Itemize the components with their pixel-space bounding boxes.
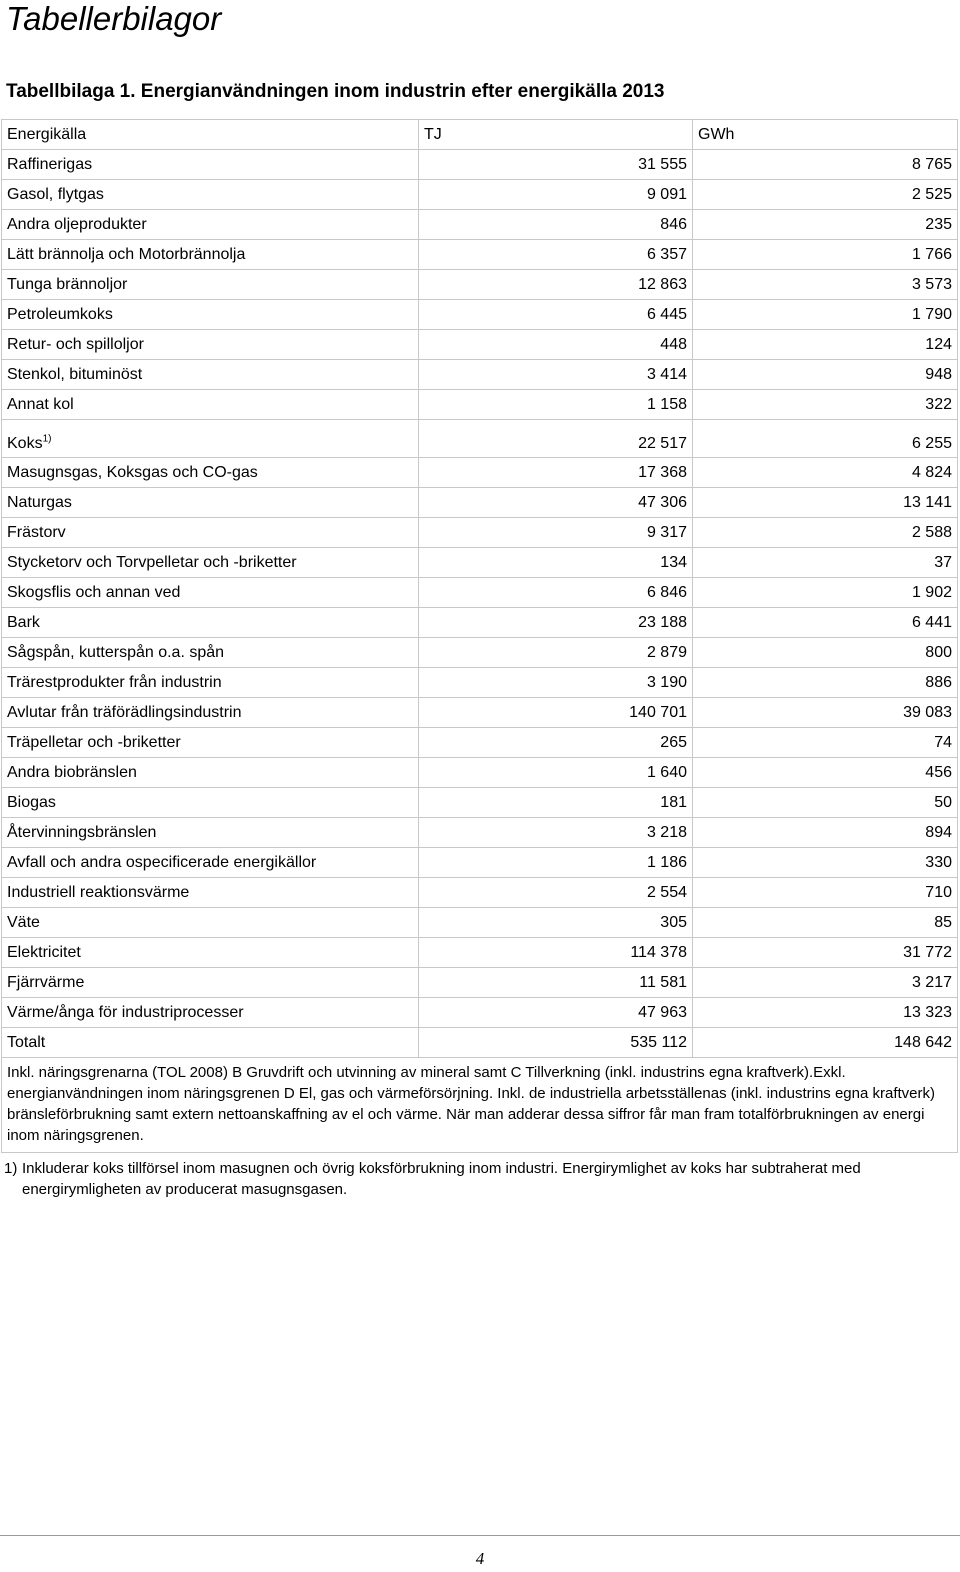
table-row <box>2 788 958 818</box>
cell-energy-source <box>2 938 419 968</box>
cell-gwh: 1 902 <box>693 578 958 608</box>
table-row <box>2 270 958 300</box>
cell-gwh: 6 441 <box>693 608 958 638</box>
cell-energy-source <box>2 488 419 518</box>
table-row <box>2 488 958 518</box>
cell-tj: 23 188 <box>419 608 693 638</box>
cell-energy-source <box>2 330 419 360</box>
energy-source-label: Återvinningsbränslen <box>7 823 157 841</box>
energy-source-label: Bark <box>7 613 40 631</box>
cell-gwh: 3 573 <box>693 270 958 300</box>
cell-energy-source <box>2 458 419 488</box>
cell-energy-source <box>2 848 419 878</box>
cell-energy-source <box>2 968 419 998</box>
cell-gwh: 948 <box>693 360 958 390</box>
energy-source-label: Lätt brännolja och Motorbrännolja <box>7 245 246 263</box>
energy-source-label: Värme/ånga för industriprocesser <box>7 1003 244 1021</box>
table-row <box>2 728 958 758</box>
table-row <box>2 638 958 668</box>
energy-source-label: Väte <box>7 913 40 931</box>
cell-gwh: 148 642 <box>693 1028 958 1058</box>
table-row <box>2 818 958 848</box>
table-header-row <box>2 120 958 150</box>
cell-gwh: 13 141 <box>693 488 958 518</box>
cell-tj: 3 190 <box>419 668 693 698</box>
energy-source-label: Gasol, flytgas <box>7 185 104 203</box>
energy-source-label: Avfall och andra ospecificerade energikällor <box>7 853 317 871</box>
cell-tj: 846 <box>419 210 693 240</box>
cell-tj: 47 306 <box>419 488 693 518</box>
table-row <box>2 998 958 1028</box>
energy-source-label: Andra oljeprodukter <box>7 215 147 233</box>
cell-gwh: 39 083 <box>693 698 958 728</box>
energy-source-label: Tunga brännoljor <box>7 275 128 293</box>
table-row <box>2 420 958 458</box>
cell-energy-source <box>2 638 419 668</box>
table-caption: Tabellbilaga 1. Energianvändningen inom industrin efter energikälla 2013 <box>6 81 665 102</box>
table-row <box>2 1028 958 1058</box>
cell-gwh: 322 <box>693 390 958 420</box>
cell-energy-source <box>2 180 419 210</box>
table-row <box>2 240 958 270</box>
cell-tj: 535 112 <box>419 1028 693 1058</box>
cell-tj: 265 <box>419 728 693 758</box>
cell-energy-source <box>2 390 419 420</box>
cell-energy-source <box>2 240 419 270</box>
cell-energy-source <box>2 788 419 818</box>
cell-gwh: 710 <box>693 878 958 908</box>
cell-gwh: 2 525 <box>693 180 958 210</box>
energy-source-label: Raffinerigas <box>7 155 93 173</box>
energy-source-label: Frästorv <box>7 523 66 541</box>
cell-gwh: 886 <box>693 668 958 698</box>
table-row <box>2 758 958 788</box>
cell-tj: 6 846 <box>419 578 693 608</box>
energy-source-label: Elektricitet <box>7 943 81 961</box>
cell-energy-source <box>2 908 419 938</box>
cell-tj: 47 963 <box>419 998 693 1028</box>
table-row <box>2 330 958 360</box>
energy-source-label: Industriell reaktionsvärme <box>7 883 190 901</box>
page-number: 4 <box>475 1549 485 1568</box>
header-energy-source: Energikälla <box>2 120 419 150</box>
energy-source-label: Trärestprodukter från industrin <box>7 673 222 691</box>
cell-gwh: 800 <box>693 638 958 668</box>
cell-energy-source <box>2 518 419 548</box>
cell-gwh: 3 217 <box>693 968 958 998</box>
cell-energy-source <box>2 270 419 300</box>
table-row <box>2 210 958 240</box>
footnote-text: Inkluderar koks tillförsel inom masugnen och övrig koksförbrukning inom industri. Energirymlighet av koks har subtraherat med energirymligheten av producerat masugnsgasen. <box>22 1160 861 1198</box>
table-row <box>2 848 958 878</box>
energy-source-label: Träpelletar och -briketter <box>7 733 181 751</box>
energy-source-label: Stenkol, bituminöst <box>7 365 143 383</box>
cell-tj: 6 445 <box>419 300 693 330</box>
cell-energy-source <box>2 698 419 728</box>
cell-energy-source <box>2 300 419 330</box>
page-title: Tabellerbilagor <box>6 0 222 37</box>
cell-energy-source <box>2 548 419 578</box>
cell-gwh: 13 323 <box>693 998 958 1028</box>
energy-source-label: Masugnsgas, Koksgas och CO-gas <box>7 463 258 481</box>
cell-tj: 181 <box>419 788 693 818</box>
cell-tj: 31 555 <box>419 150 693 180</box>
cell-gwh: 235 <box>693 210 958 240</box>
table-row <box>2 698 958 728</box>
cell-gwh: 1 790 <box>693 300 958 330</box>
energy-source-label: Naturgas <box>7 493 72 511</box>
cell-gwh: 1 766 <box>693 240 958 270</box>
table-row <box>2 150 958 180</box>
table-row <box>2 518 958 548</box>
cell-tj: 9 091 <box>419 180 693 210</box>
cell-tj: 114 378 <box>419 938 693 968</box>
table-row <box>2 360 958 390</box>
cell-energy-source <box>2 998 419 1028</box>
cell-gwh: 124 <box>693 330 958 360</box>
cell-tj: 140 701 <box>419 698 693 728</box>
cell-gwh: 4 824 <box>693 458 958 488</box>
cell-energy-source <box>2 668 419 698</box>
cell-gwh: 6 255 <box>693 420 958 458</box>
cell-tj: 1 640 <box>419 758 693 788</box>
cell-energy-source <box>2 210 419 240</box>
cell-energy-source <box>2 420 419 458</box>
energy-source-label: Petroleumkoks <box>7 305 113 323</box>
cell-tj: 17 368 <box>419 458 693 488</box>
cell-gwh: 330 <box>693 848 958 878</box>
cell-gwh: 456 <box>693 758 958 788</box>
table-row <box>2 878 958 908</box>
cell-tj: 3 414 <box>419 360 693 390</box>
header-tj: TJ <box>419 120 693 150</box>
energy-source-label: Stycketorv och Torvpelletar och -briketter <box>7 553 297 571</box>
header-gwh: GWh <box>693 120 958 150</box>
energy-source-label: Retur- och spilloljor <box>7 335 144 353</box>
cell-gwh: 894 <box>693 818 958 848</box>
cell-gwh: 85 <box>693 908 958 938</box>
table-row <box>2 548 958 578</box>
cell-energy-source <box>2 578 419 608</box>
table-row <box>2 908 958 938</box>
footnote-ref: 1) <box>42 433 52 445</box>
energy-source-label: Totalt <box>7 1033 46 1051</box>
energy-source-label: Biogas <box>7 793 56 811</box>
table-row <box>2 668 958 698</box>
cell-energy-source <box>2 1028 419 1058</box>
cell-tj: 3 218 <box>419 818 693 848</box>
page-divider <box>0 1535 960 1536</box>
energy-source-label: Andra biobränslen <box>7 763 137 781</box>
cell-energy-source <box>2 360 419 390</box>
table-row <box>2 300 958 330</box>
energy-source-label: Fjärrvärme <box>7 973 85 991</box>
cell-energy-source <box>2 608 419 638</box>
cell-tj: 2 554 <box>419 878 693 908</box>
cell-energy-source <box>2 150 419 180</box>
footnote <box>4 1158 954 1200</box>
cell-tj: 22 517 <box>419 420 693 458</box>
footnote-mark: 1) <box>4 1160 18 1177</box>
energy-source-label: Sågspån, kutterspån o.a. spån <box>7 643 225 661</box>
cell-tj: 1 186 <box>419 848 693 878</box>
energy-source-label: Annat kol <box>7 395 74 413</box>
cell-tj: 9 317 <box>419 518 693 548</box>
cell-tj: 6 357 <box>419 240 693 270</box>
cell-tj: 11 581 <box>419 968 693 998</box>
table-row <box>2 180 958 210</box>
table-note: Inkl. näringsgrenarna (TOL 2008) B Gruvdrift och utvinning av mineral samt C Tillverkning (inkl. industrins egna kraftverk).Exkl. energianvändningen inom näringsgrenen D El, gas och värmeförsörjning. Inkl. de industriella arbetsställenas (inkl. industrins egna kraftverk) bränsleförbrukning samt extern nettoanskaffning av el och värme. När man adderar dessa siffror får man fram totalförbrukningen av energi inom näringsgrenen. <box>2 1058 958 1153</box>
energy-source-label: Skogsflis och annan ved <box>7 583 181 601</box>
cell-gwh: 2 588 <box>693 518 958 548</box>
cell-gwh: 8 765 <box>693 150 958 180</box>
cell-gwh: 37 <box>693 548 958 578</box>
table-row <box>2 938 958 968</box>
cell-gwh: 31 772 <box>693 938 958 968</box>
energy-source-label: Koks <box>7 435 43 452</box>
energy-table <box>1 119 958 1153</box>
cell-gwh: 74 <box>693 728 958 758</box>
cell-tj: 448 <box>419 330 693 360</box>
table-row <box>2 608 958 638</box>
cell-energy-source <box>2 728 419 758</box>
cell-tj: 305 <box>419 908 693 938</box>
table-row <box>2 390 958 420</box>
table-body <box>2 150 958 1058</box>
cell-energy-source <box>2 878 419 908</box>
table-row <box>2 968 958 998</box>
cell-energy-source <box>2 818 419 848</box>
cell-tj: 12 863 <box>419 270 693 300</box>
table-row <box>2 458 958 488</box>
cell-tj: 2 879 <box>419 638 693 668</box>
table-row <box>2 578 958 608</box>
cell-energy-source <box>2 758 419 788</box>
table-note-row <box>2 1058 958 1153</box>
energy-source-label: Avlutar från träförädlingsindustrin <box>7 703 242 721</box>
cell-gwh: 50 <box>693 788 958 818</box>
cell-tj: 134 <box>419 548 693 578</box>
cell-tj: 1 158 <box>419 390 693 420</box>
